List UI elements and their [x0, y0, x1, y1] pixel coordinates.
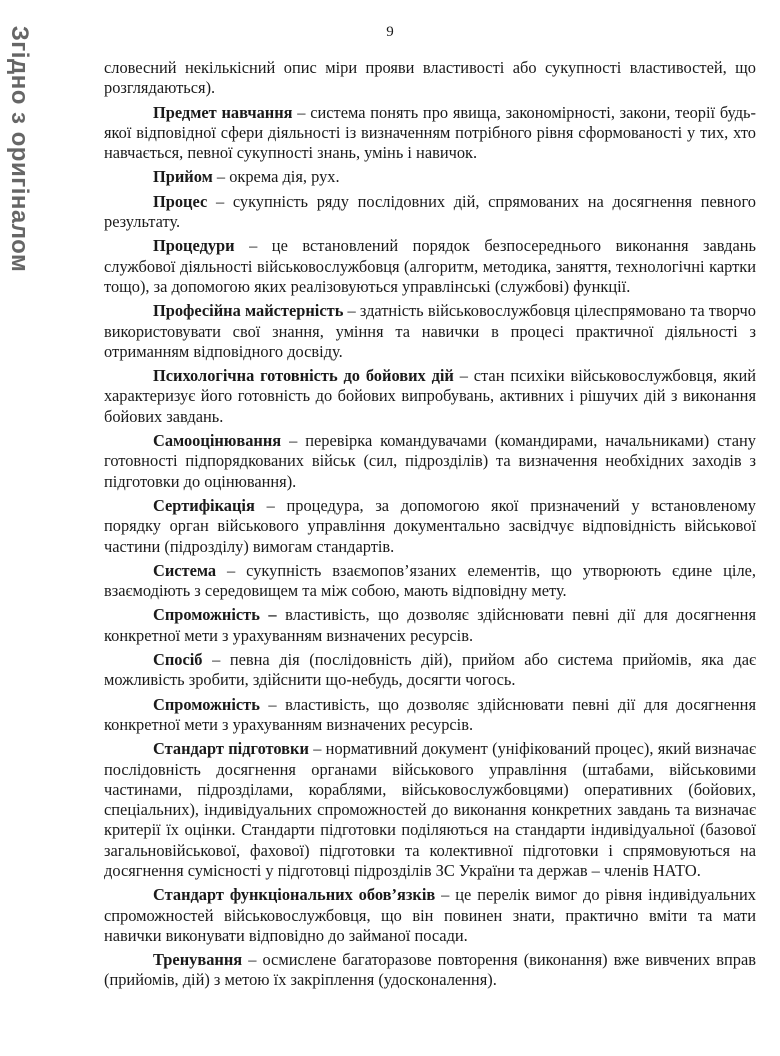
glossary-entry [104, 103, 756, 164]
entry-definition: властивість, що дозволяє здійснювати певні дії для досягнення конкретної мети з урахуванням визначених ресурсів. [104, 605, 756, 645]
entry-term: Стандарт підготовки [153, 739, 309, 759]
entry-definition: – сукупність ряду послідовних дій, спрямованих на досягнення певного результату. [104, 191, 756, 232]
entry-term: Сертифікація [153, 495, 255, 515]
glossary-entry [104, 236, 756, 297]
entry-term: Психологічна готовність до бойових дій [153, 366, 454, 386]
paragraph-text: словесний некількісний опис міри прояви властивості або сукупності властивостей, що розглядаються). [104, 58, 756, 98]
entry-term: Самооцінювання [153, 431, 282, 451]
glossary-entry [104, 366, 756, 427]
glossary-entry [104, 739, 756, 881]
entry-term: Предмет навчання [153, 102, 293, 122]
glossary-entry [104, 885, 756, 946]
glossary-paragraph [104, 58, 756, 99]
glossary-entry [104, 192, 756, 233]
glossary-entry [104, 167, 756, 187]
entry-definition: – окрема дія, рух. [212, 167, 340, 187]
entry-definition: – це встановлений порядок безпосереднього виконання завдань службової діяльності військовослужбовця (алгоритм, методика, заняття, технологічні картки тощо), за допомогою яких реалізовуються управлінські (службові) функції. [104, 236, 756, 296]
entry-definition: – нормативний документ (уніфікований процес), який визначає послідовність досягнення органами військового управління (штабами, військовими частинами, підрозділами, кораблями, військовослужбовцями) оперативних (бойових, спеціальних), індивідуальних спроможностей до виконання конкретних завдань та визначає критерії їх оцінки. Стандарти підготовки поділяються на стандарти індивідуальної (базової загальновійськової, фахової) підготовки та колективної підготовки і спрямовуються на досягнення сумісності у підготовці підрозділів ЗС України та держав – членів НАТО. [104, 739, 756, 880]
glossary-entry [104, 496, 756, 557]
glossary-entry [104, 650, 756, 691]
entry-definition: – система понять про явища, закономірності, закони, теорії будь-якої відповідної сфери діяльності із визначенням потрібного рівня сформованості у тих, хто навчається, певної сукупності знань, умінь і навичок. [104, 102, 756, 163]
entry-definition: – осмислене багаторазове повторення (виконання) вже вивчених вправ (прийомів, дій) з метою їх закріплення (удосконалення). [104, 950, 756, 990]
entry-definition: – перевірка командувачами (командирами, начальниками) стану готовності підпорядкованих військ (сил, підрозділів) та визначення необхідних заходів з підготовки до оцінювання). [104, 431, 756, 491]
entry-definition: – властивість, що дозволяє здійснювати певні дії для досягнення конкретної мети з урахуванням визначених ресурсів. [104, 694, 756, 734]
entry-definition: – певна дія (послідовність дій), прийом або система прийомів, яка дає можливість зробити, здійснити що-небудь, досягти чогось. [104, 650, 756, 690]
entry-term: Система [153, 560, 217, 580]
entry-term: Процес [153, 191, 208, 211]
page-number: 9 [386, 24, 394, 40]
glossary-entry [104, 950, 756, 991]
entry-definition: – здатність військовослужбовця цілеспрямовано та творчо використовувати свої знання, уміння та навички в процесі практичної діяльності з отриманням відповідного досвіду. [104, 301, 756, 361]
stamp-text: Згідно з оригіналом [6, 25, 33, 273]
glossary-entry [104, 605, 756, 646]
entry-definition: – стан психіки військовослужбовця, який характеризує його готовність до бойових випробувань, активних і рішучих дій з виконання бойових завдань. [104, 366, 756, 426]
entry-term: Процедури [153, 236, 235, 256]
entry-term: Стандарт функціональних обов’язків [153, 885, 436, 905]
glossary-entry [104, 431, 756, 492]
glossary-entry [104, 695, 756, 736]
entry-term: Прийом [153, 167, 213, 187]
entry-definition: – сукупність взаємопов’язаних елементів, що утворюють єдине ціле, взаємодіють з середовищем та між собою, мають відповідну мету. [104, 560, 756, 601]
glossary-content [104, 58, 756, 991]
entry-term: Тренування [153, 950, 243, 970]
entry-term: Спроможність [153, 694, 260, 714]
entry-term: Спроможність – [153, 605, 277, 625]
entry-term: Спосіб [153, 650, 203, 670]
certified-copy-stamp [2, 14, 36, 284]
entry-term: Професійна майстерність [153, 301, 344, 321]
entry-definition: – процедура, за допомогою якої призначений у встановленому порядку орган військового управління документально засвідчує відповідність військової частини (підрозділу) вимогам стандартів. [104, 495, 756, 556]
glossary-entry [104, 301, 756, 362]
glossary-entry [104, 561, 756, 602]
entry-definition: – це перелік вимог до рівня індивідуальних спроможностей військовослужбовця, що він повинен знати, практично вміти та мати навички виконувати відповідно до займаної посади. [104, 885, 757, 945]
